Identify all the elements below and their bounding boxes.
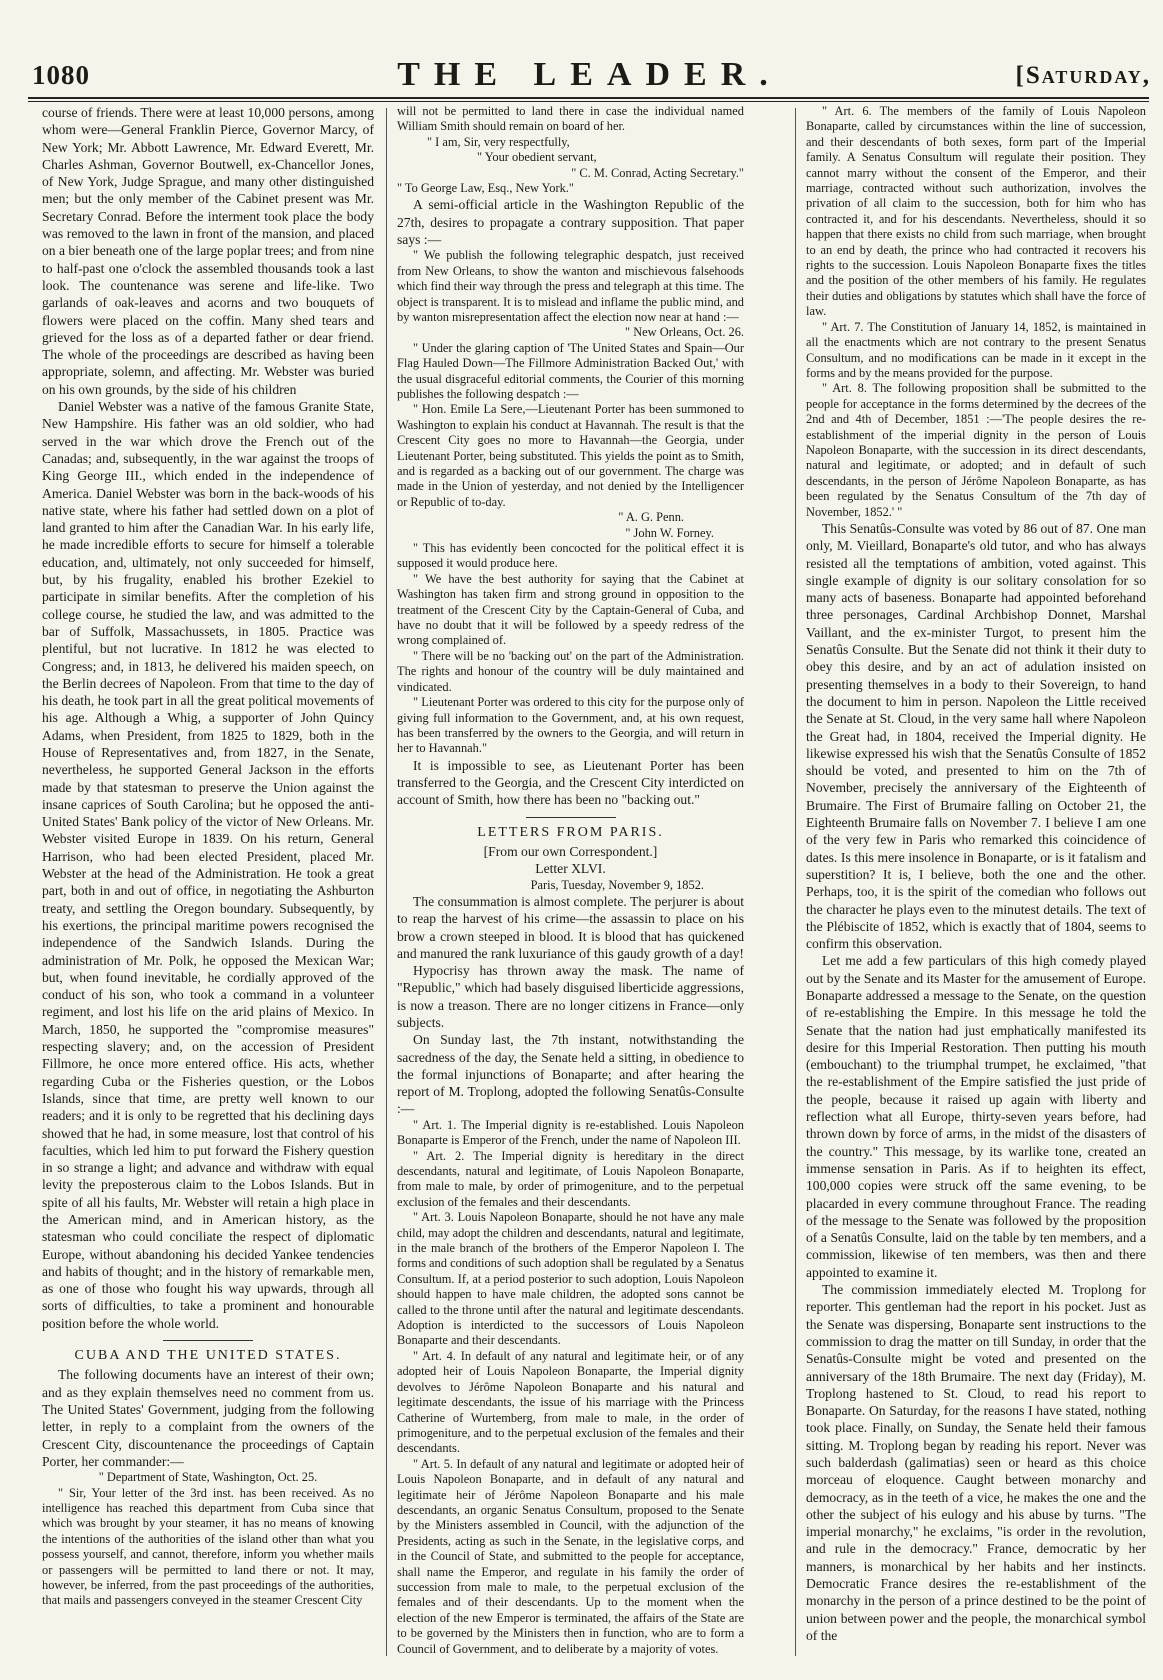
quotation-signature: " A. G. Penn. [618,510,684,525]
section-subheading: [From our own Correspondent.] [483,843,658,859]
section-heading: CUBA AND THE UNITED STATES. [74,1348,342,1364]
masthead [28,52,1151,102]
paragraph: A semi-official article in the Washington Republic of the 27th, desires to propagate a contrary supposition. That paper says :— [397,197,744,248]
article: " Art. 1. The Imperial dignity is re-established. Louis Napoleon Bonaparte is Emperor of the French, under the name of Napoleon III. [397,1117,744,1148]
letter-addressee: " To George Law, Esq., New York." [397,181,574,196]
masthead-rule [28,97,1149,99]
article: " Art. 2. The Imperial dignity is hereditary in the direct descendants, natural and legitimate, of Louis Napoleon Bonaparte, from male to male, by order of primogeniture, and to the perpetual exclusion of the females and their descendants. [397,1148,744,1209]
masthead-rule-thin [28,101,1149,102]
paragraph: It is impossible to see, as Lieutenant Porter has been transferred to the Georgia, and the Crescent City interdicted on account of Smith, how there has been no "backing out." [397,757,744,808]
letter-date: Paris, Tuesday, November 9, 1852. [530,877,704,892]
paragraph: The consummation is almost complete. The perjurer is about to reap the harvest of his crime—the assassin to place on his brow a crown steeped in blood. It is blood that has quickened and manured the rank luxuriance of this gaudy growth of a day! [397,893,744,961]
paragraph: The commission immediately elected M. Troplong for reporter. This gentleman had the report in his pocket. Just as the Senate was dispersing, Bonaparte sent instructions to the commission to drag the matter on till Sunday, in order that the Senatûs-Consulte might be voted and presented on the anniversary of the 18th Brumaire. The next day (Friday), M. Troplong hastened to St. Cloud, to read his report to Bonaparte. On Saturday, for the reasons I have stated, nothing took place. Finally, on Sunday, the Senate held their famous sitting. M. Troplong began by reading his report. Never was such balderdash (galimatias) seen or heard as this choice morceau of eloquence. Caught between monarchy and democracy, as in the teeth of a vice, he makes the one and the other the subject of his eulogy and his abuse by turns. "The imperial monarchy," he exclaims, "is order in the revolution, and rule in the democracy." France, democratic by her manners, is monarchical by her habits and her instincts. Democratic France desires the re-establishment of the monarchy in the person of a prince destined to be the point of union between power and the people, the monarchical symbol of the [806,1282,1146,1643]
article: " Art. 4. In default of any natural and legitimate heir, or of any adopted heir of Louis Napoleon Bonaparte, the Imperial dignity devolves to Jérôme Napoleon Bonaparte and his natural and legitimate descendants, the issue of his marriage with the Princess Catherine of Wurtemberg, from male to male, in the order of primogeniture, and to the perpetual exclusion of the females and their descendants. [397,1348,744,1456]
letter-dateline: " Department of State, Washington, Oct. 25. [98,1470,318,1485]
letter-closing: " Your obedient servant, [477,150,597,165]
article: " Art. 5. In default of any natural and legitimate or adopted heir of Louis Napoleon Bonaparte, and in default of any natural and legitimate heir of Jérôme Napoleon Bonaparte and his male descendants, an organic Senatus Consultum, proposed to the Senate by the Ministers assembled in Council, with the adjunction of the Presidents, acting as such in the Senate, in the legislative corps, and in the Council of State, and submitted to the people for acceptance, shall name the Emperor, and regulate in his family the order of succession from male to male, to the perpetual exclusion of the females and of their descendants. Up to the moment when the election of the new Emperor is terminated, the affairs of the State are to be governed by the Ministers then in function, who are to form a Council of Government, and to deliberate by a majority of votes. [397,1456,744,1656]
day-label: [Saturday, [1015,62,1151,89]
paragraph: course of friends. There were at least 10,000 persons, among whom were—General Franklin Pierce, Governor Marcy, of New York; Mr. Abbott Lawrence, Mr. Edward Everett, Mr. Charles Ashman, Governor Boutwell, ex-Chancellor Jones, of New York, Judge Sprague, and many other distinguished men; but the only member of the Cabinet present was Mr. Secretary Conrad. Before the interment took place the body was removed to the lawn in front of the mansion, and placed on a bier beneath one of the large poplar trees; and from nine to half-past one o'clock the assembled thousands took a last look. The countenance was serene and life-like. Two garlands of oak-leaves and acorns and two bouquets of flowers were placed on the coffin. Many shed tears and grieved for the loss as of a departed father or dear friend. The whole of the proceedings are described as having been appropriate, solemn, and affecting. Mr. Webster was buried on his own grounds, by the side of his children [42,105,374,397]
paragraph: The following documents have an interest of their own; and as they explain themselves need no comment from us. The United States' Government, judging from the following letter, in reply to a complaint from the owners of the Crescent City, discountenance the proceedings of Captain Porter, her commander:— [42,1367,374,1469]
section-rule [163,1340,253,1341]
quotation: " We publish the following telegraphic despatch, just received from New Orleans, to show the wanton and mischievous falsehoods which find their way through the press and telegraph at this time. The object is transparent. It is to mislead and inflame the public mind, and by wanton misrepresentation affect the election now near at hand :— [397,248,744,324]
column-divider [795,108,796,1656]
section-rule [526,817,616,818]
column-divider [386,108,387,1656]
column-3 [806,104,1146,1664]
letter-number: Letter XLVI. [535,861,606,877]
quoted-letter: " Sir, Your letter of the 3rd inst. has been received. As no intelligence has reached this department from Cuba since that which was brought by your steamer, it has no means of knowing the intentions of the authorities of the island other than what you possess yourself, and cannot, therefore, inform you whether mails or passengers will be permitted to land there or not. It may, however, be inferred, from the past proceedings of the authorities, that mails and passengers conveyed in the steamer Crescent City [42,1485,374,1608]
column-2 [397,104,744,1664]
quotation: " There will be no 'backing out' on the part of the Administration. The rights and honour of the country will be duly maintained and vindicated. [397,648,744,694]
section-heading: LETTERS FROM PARIS. [477,824,664,840]
paper-title: THE LEADER. [397,56,782,93]
page-number: 1080 [32,60,90,90]
quotation-signature: " John W. Forney. [625,525,714,540]
paragraph: Let me add a few particulars of this high comedy played out by the Senate and its Master for the amusement of Europe. Bonaparte addressed a message to the Senate, on the question of re-establishing the Empire. In this message he told the Senate that the nation had just emphatically manifested its desire for this Imperial Restoration. Then putting his mouth (embouchant) to the triumphal trumpet, he exclaimed, "that the re-establishment of the Empire satisfied the just pride of the people, because it raised up again with liberty and reflection what all Europe, thirty-seven years before, had thrown down by force of arms, in the midst of the disasters of the country." This message, by its warlike tone, created an immense sensation in Paris. As if to heighten its effect, 100,000 copies were struck off the same evening, to be placarded in every commune throughout France. The reading of the message to the Senate was followed by the proposition of a Senatûs Consulte, laid on the table by ten members, and a commission, likewise of ten members, was then and there appointed to examine it. [806,953,1146,1280]
article: " Art. 8. The following proposition shall be submitted to the people for acceptance in the forms determined by the decrees of the 2nd and 4th of December, 1851 :—'The people desires the re-establishment of the imperial dignity in the person of Louis Napoleon Bonaparte, with the succession in its direct descendants, natural and legitimate, or adopted; and in default of such descendants, in the person of Jérôme Napoleon Bonaparte, as has been regulated by the Senatus Consultum of the 7th day of November, 1852.' " [806,381,1146,519]
paragraph: Hypocrisy has thrown away the mask. The name of "Republic," which had basely disguised liberticide aggressions, is now a treason. There are no longer citizens in France—only subjects. [397,963,744,1030]
letter-closing: " I am, Sir, very respectfully, [427,134,570,149]
quotation: " This has evidently been concocted for the political effect it is supposed it would produce here. [397,541,744,571]
quoted-letter: will not be permitted to land there in case the individual named William Smith should remain on board of her. [397,104,744,134]
article: " Art. 7. The Constitution of January 14, 1852, is maintained in all the enactments which are not contrary to the present Senatus Consultum, and no modifications can be made in it except in the forms and by the means provided for the purpose. [806,319,1146,380]
quotation: " Lieutenant Porter was ordered to this city for the purpose only of giving full information to the Government, and, at his own request, has been transferred by the owners to the Georgia, and will return in her to Havannah." [397,695,744,756]
article: " Art. 6. The members of the family of Louis Napoleon Bonaparte, called by circumstances within the line of succession, and their descendants of both sexes, form part of the Imperial family. A Senatus Consultum will regulate their position. They cannot marry without the consent of the Emperor, and their marriage, contracted without such authorization, involves the privation of all claim to the succession, both for him who has contracted it, and for his descendants. Nevertheless, should it so happen that there exists no child from such marriage, when brought to an end by death, the prince who had contracted it recovers his rights to the succession. Louis Napoleon Bonaparte fixes the titles and the position of the other members of his family. He regulates their duties and obligations by statutes which shall have the force of law. [806,104,1146,319]
quotation: " Under the glaring caption of 'The United States and Spain—Our Flag Hauled Down—The Fillmore Administration Backed Out,' with the usual disgraceful editorial comments, the Courier of this morning publishes the following despatch :— [397,340,744,401]
quotation: " Hon. Emile La Sere,—Lieutenant Porter has been summoned to Washington to explain his conduct at Havannah. The result is that the Crescent City goes no more to Havannah—the Georgia, under Lieutenant Porter, being substituted. This yields the point as to Smith, and is regarded as a backing out of our government. The charge was made in the Union of yesterday, and not denied by the Intelligencer or Republic of to-day. [397,402,744,509]
quotation: " We have the best authority for saying that the Cabinet at Washington has taken firm and strong ground in opposition to the treatment of the Crescent City by the Captain-General of Cuba, and have no doubt that it will be followed by a speedy redress of the wrong complained of. [397,571,744,648]
paragraph: Daniel Webster was a native of the famous Granite State, New Hampshire. His father was an old soldier, who had served in the war which drove the French out of the Canadas; and, subsequently, in the war against the troops of King George III., which ended in the independence of America. Daniel Webster was born in the back-woods of his native state, where his father had settled down on a plot of land granted to him after the Canadian War. In his early life, he made incredible efforts to secure for himself a tolerable education, and, ultimately, not only succeeded for himself, but, by his frugality, enabled his brother Ezekiel to participate in similar benefits. After the completion of his college course, he studied the law, and was admitted to the bar of Suffolk, Massachussets, in 1805. Practice was plentiful, but not lucrative. In 1812 he was elected to Congress; and, in 1813, he delivered his maiden speech, on the Berlin decrees of Napoleon. From that time to the day of his death, he took part in all the great political movements of his age. Although a Whig, a supporter of John Quincy Adams, when President, from 1825 to 1829, both in the House of Representatives and, from 1827, in the Senate, nevertheless, he supported General Jackson in the efforts made by that statesman to preserve the Union against the insane caprices of South Carolina; but he opposed the anti-United States' Bank policy of the victor of New Orleans. Mr. Webster visited Europe in 1839. On his return, General Harrison, who had been elected President, placed Mr. Webster at the head of the Administration. He took a great part, both in and out of office, in negotiating the Ashburton treaty, and settling the Oregon boundary. Subsequently, by his exertions, the principal maritime powers recognised the independence of the Sandwich Islands. During the administration of Mr. Polk, he opposed the Mexican War; but, when found inevitable, he cordially approved of the conduct of his son, who took a command in a volunteer regiment, and lost his life on the arid plains of Mexico. In March, 1850, he supported the "compromise measures" respecting slavery; and, on the accession of President Fillmore, he once more entered office. His acts, whether regarding Cuba or the Fisheries question, or the Lobos Islands, since that time, are pretty well known to our readers; and it is only to be regretted that his declining days showed that he had, in some measure, lost that control of his faculties, which led him to put forward the Fishery question in so strange a light; and advance and withdraw with equal levity the preposterous claim to the Lobos Islands. But in spite of all his faults, Mr. Webster will retain a high place in the American mind, and in American history, as the statesman who could conciliate the respect of diplomatic Europe, without abandoning his decided Yankee tendencies and habits of thought; and in the history of remarkable men, as one of those who fought his way upwards, through all sorts of difficulties, to take a prominent and honourable position before the whole world. [42,399,374,1331]
column-1 [42,104,374,1664]
paragraph: On Sunday last, the 7th instant, notwithstanding the sacredness of the day, the Senate held a sitting, in obedience to the formal injunctions of Bonaparte; and after hearing the report of M. Troplong, adopted the following Senatûs-Consulte :— [397,1032,744,1117]
article: " Art. 3. Louis Napoleon Bonaparte, should he not have any male child, may adopt the children and descendants, natural and legitimate, in the male branch of the brothers of the Emperor Napoleon I. The forms and conditions of such adoption shall be regulated by a Senatus Consultum. If, at a period posterior to such adoption, Louis Napoleon should happen to have male children, the adopted sons cannot be called to the throne until after the natural and legitimate descendants. Adoption is interdicted to the successors of Louis Napoleon Bonaparte and their descendants. [397,1210,744,1348]
paragraph: This Senatûs-Consulte was voted by 86 out of 87. One man only, M. Vieillard, Bonaparte's old tutor, and who has always resisted all the temptations of ambition, voted against. This single example of dignity is our solitary consolation for so many acts of baseness. Bonaparte had appointed beforehand three personages, Cardinal Archbishop Donnet, Marshal Vaillant, and the ex-minister Turgot, to present him the Senatûs Consulte. But the Senate did not think it their duty to obey this desire, and by an act of adulation insisted on presenting themselves in a body to their Sovereign, to hand the document to him in person. Napoleon the Little received the Senate at St. Cloud, in the very same hall where Napoleon the Great had, in 1804, received the Imperial dignity. He likewise expressed his wish that the Senatûs Consulte of 1852 should be voted, and presented to him on the 7th of November, precisely the anniversary of the Eighteenth of Brumaire. The First of Brumaire falling on October 21, the Eighteenth Brumaire falls on November 7. I believe I am one of the very few in Paris who remarked this coincidence of dates. Is this mere insolence in Bonaparte, or is it fatalism and superstition? It is, I believe, both the one and the other. Perhaps, too, it is the spirit of the comedian who follows out the character he plays even to the minutest details. The text of the Plébiscite of 1852, which is exactly that of 1804, seems to confirm this observation. [806,520,1146,952]
letter-signature: " C. M. Conrad, Acting Secretary." [571,165,744,180]
quotation-date: " New Orleans, Oct. 26. [625,325,744,340]
